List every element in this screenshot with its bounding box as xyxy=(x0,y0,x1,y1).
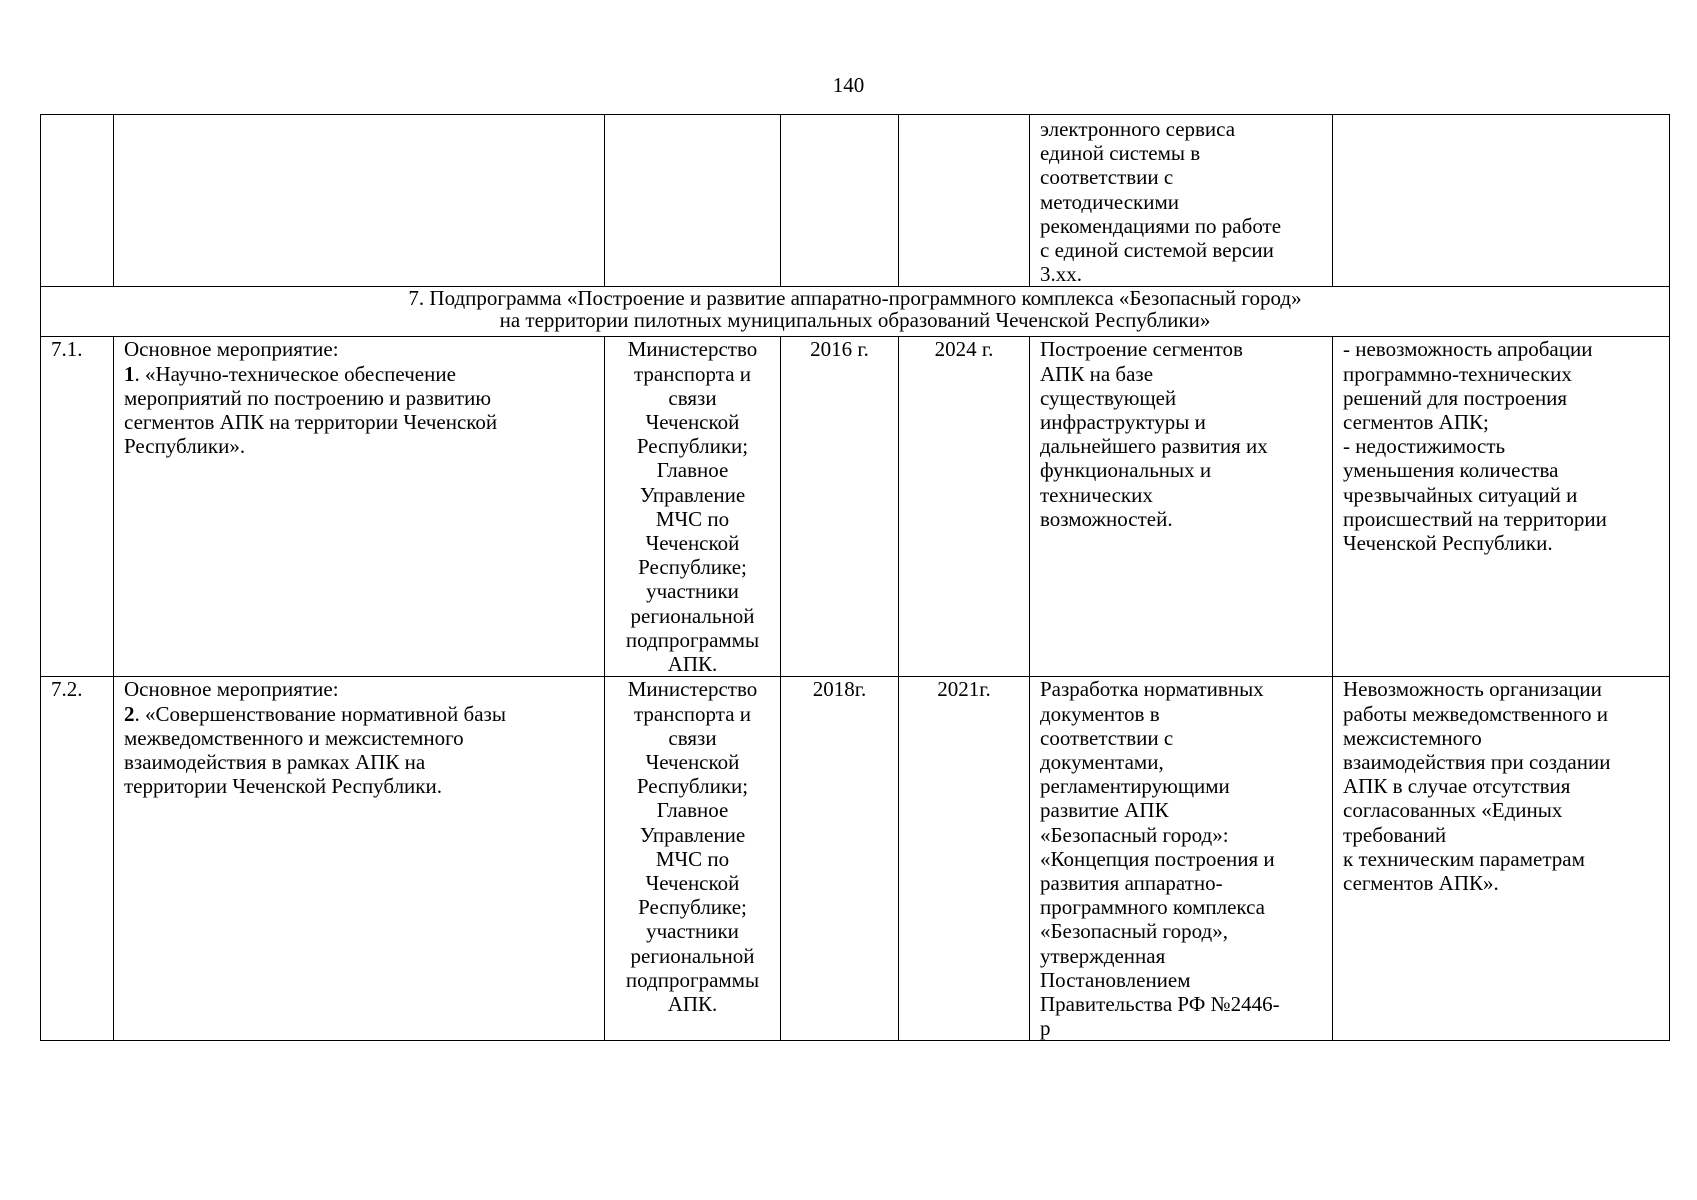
executor-line: транспорта и xyxy=(633,361,752,386)
executor-line: региональной xyxy=(630,603,755,628)
executor-line: связи xyxy=(668,385,717,410)
consequence-line: чрезвычайных ситуаций и xyxy=(1343,482,1578,507)
executor-line: Министерство xyxy=(627,337,758,362)
cell-num xyxy=(41,115,114,287)
cell-end-year: 2024 г. xyxy=(899,337,1030,677)
consequence-line: согласованных «Единых xyxy=(1343,798,1563,823)
page-number: 140 xyxy=(832,73,865,97)
event-title-line: межведомственного и межсистемного xyxy=(124,725,464,750)
executor-line: Чеченской xyxy=(645,871,740,896)
executor-line: Главное xyxy=(656,798,729,823)
result-line: АПК на базе xyxy=(1040,361,1154,386)
event-title-line: территории Чеченской Республики. xyxy=(124,774,442,799)
section-header-row xyxy=(41,287,1670,337)
result-line: существующей xyxy=(1040,385,1177,410)
result-line: функциональных и xyxy=(1040,458,1212,483)
consequence-line: сегментов АПК». xyxy=(1343,871,1499,896)
cell-start-year: 2016 г. xyxy=(781,337,899,677)
cell-end xyxy=(899,115,1030,287)
executor-line: региональной xyxy=(630,943,755,968)
executor-line: Главное xyxy=(656,458,729,483)
executor-line: Чеченской xyxy=(645,750,740,775)
consequence-line: работы межведомственного и xyxy=(1343,701,1608,726)
result-line: рекомендациями по работе xyxy=(1040,213,1282,238)
section-title xyxy=(41,287,1670,337)
executor-line: МЧС по xyxy=(655,506,730,531)
event-title-text: . «Научно-техническое обеспечение xyxy=(134,361,456,386)
consequence-line: программно-технических xyxy=(1343,361,1572,386)
result-line: с единой системой версии xyxy=(1040,238,1274,263)
executor-line: Управление xyxy=(639,482,746,507)
consequence-line: требований xyxy=(1343,822,1447,847)
result-line: дальнейшего развития их xyxy=(1040,434,1268,459)
consequence-line: - недостижимость xyxy=(1343,434,1506,459)
result-line: инфраструктуры и xyxy=(1040,410,1206,435)
event-title-line-1 xyxy=(124,702,594,726)
consequence-line: АПК в случае отсутствия xyxy=(1343,774,1571,799)
consequence-line: сегментов АПК; xyxy=(1343,410,1489,435)
event-label: Основное мероприятие: xyxy=(124,337,339,362)
executor-line: Республики; xyxy=(636,774,749,799)
result-line: соответствии с xyxy=(1040,165,1174,190)
result-line: программного комплекса xyxy=(1040,895,1265,920)
executor-line: связи xyxy=(668,725,717,750)
executor-line: участники xyxy=(646,919,739,944)
cell-consequence xyxy=(1333,115,1670,287)
result-line: утвержденная xyxy=(1040,943,1166,968)
result-line: единой системы в xyxy=(1040,141,1201,166)
cell-result xyxy=(1030,337,1333,677)
executor-line: Министерство xyxy=(627,677,758,702)
executor-line: участники xyxy=(646,579,739,604)
consequence-line: уменьшения количества xyxy=(1343,458,1559,483)
executor-line: Управление xyxy=(639,822,746,847)
event-title-line-1 xyxy=(124,362,594,386)
continuation-row xyxy=(41,115,1670,287)
program-table xyxy=(40,114,1670,1041)
cell-executor xyxy=(605,677,781,1041)
result-line: технических xyxy=(1040,482,1153,507)
executor-line: Республике; xyxy=(638,555,747,580)
executor-line: АПК. xyxy=(667,652,718,677)
executor-line: АПК. xyxy=(667,992,718,1017)
result-line: Правительства РФ №2446- xyxy=(1040,992,1280,1017)
table-row xyxy=(41,677,1670,1041)
cell-executor xyxy=(605,337,781,677)
event-title-line: сегментов АПК на территории Чеченской xyxy=(124,410,498,435)
executor-line: подпрограммы xyxy=(625,967,760,992)
event-label: Основное мероприятие: xyxy=(124,677,339,702)
consequence-line: решений для построения xyxy=(1343,385,1568,410)
result-line: Разработка нормативных xyxy=(1040,677,1264,702)
event-title-text: . «Совершенствование нормативной базы xyxy=(134,701,506,726)
executor-line: Чеченской xyxy=(645,531,740,556)
event-title-line: взаимодействия в рамках АПК на xyxy=(124,750,426,775)
cell-consequence xyxy=(1333,337,1670,677)
consequence-line: Чеченской Республики. xyxy=(1343,531,1553,556)
result-line: р xyxy=(1040,1016,1051,1041)
consequence-line: - невозможность апробации xyxy=(1343,337,1593,362)
result-line: электронного сервиса xyxy=(1040,117,1236,141)
event-number: 1 xyxy=(124,361,135,386)
consequence-line: межсистемного xyxy=(1343,725,1482,750)
cell-start xyxy=(781,115,899,287)
executor-line: подпрограммы xyxy=(625,627,760,652)
section-title-line-1: 7. Подпрограмма «Построение и развитие аппаратно-программного комплекса «Безопасный город» xyxy=(408,286,1302,311)
event-title-line: Республики». xyxy=(124,434,246,459)
cell-end-year: 2021г. xyxy=(899,677,1030,1041)
cell-result xyxy=(1030,677,1333,1041)
cell-event xyxy=(114,337,605,677)
cell-executor xyxy=(605,115,781,287)
event-number: 2 xyxy=(124,701,135,726)
executor-line: транспорта и xyxy=(633,701,752,726)
result-line: документами, xyxy=(1040,750,1164,775)
result-line: соответствии с xyxy=(1040,725,1174,750)
result-line: «Безопасный город», xyxy=(1040,919,1228,944)
row-number: 7.1. xyxy=(41,337,114,677)
result-line: возможностей. xyxy=(1040,506,1173,531)
cell-consequence xyxy=(1333,677,1670,1041)
cell-result xyxy=(1030,115,1333,287)
result-line: «Концепция построения и xyxy=(1040,846,1275,871)
result-line: 3.хх. xyxy=(1040,262,1082,287)
result-line: Построение сегментов xyxy=(1040,337,1243,362)
result-line: «Безопасный город»: xyxy=(1040,822,1229,847)
consequence-line: происшествий на территории xyxy=(1343,506,1607,531)
cell-start-year: 2018г. xyxy=(781,677,899,1041)
section-title-line-2: на территории пилотных муниципальных образований Чеченской Республики» xyxy=(499,308,1211,333)
result-line: методическими xyxy=(1040,189,1180,214)
result-line: документов в xyxy=(1040,701,1160,726)
result-line: развитие АПК xyxy=(1040,798,1169,823)
result-line: Постановлением xyxy=(1040,967,1191,992)
executor-line: Республики; xyxy=(636,434,749,459)
event-title-line: мероприятий по построению и развитию xyxy=(124,385,492,410)
result-line: регламентирующими xyxy=(1040,774,1230,799)
consequence-line: взаимодействия при создании xyxy=(1343,750,1611,775)
result-line: развития аппаратно- xyxy=(1040,871,1223,896)
consequence-line: к техническим параметрам xyxy=(1343,846,1585,871)
executor-line: МЧС по xyxy=(655,846,730,871)
cell-event xyxy=(114,677,605,1041)
consequence-line: Невозможность организации xyxy=(1343,677,1602,702)
row-number: 7.2. xyxy=(41,677,114,1041)
table-row xyxy=(41,337,1670,677)
executor-line: Республике; xyxy=(638,895,747,920)
cell-event xyxy=(114,115,605,287)
executor-line: Чеченской xyxy=(645,410,740,435)
